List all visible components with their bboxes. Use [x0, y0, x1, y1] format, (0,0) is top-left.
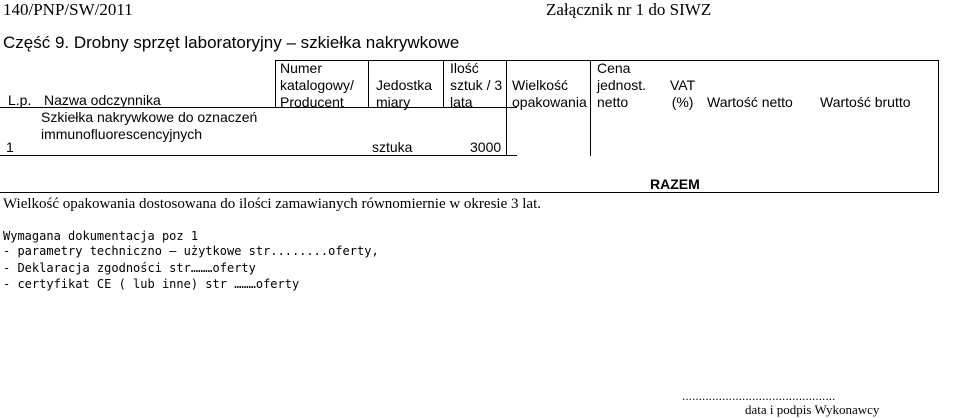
row-lp: 1	[6, 139, 14, 155]
table-line	[443, 60, 444, 108]
col-lp: L.p.	[8, 92, 32, 108]
documentation-title: Wymagana dokumentacja poz 1	[3, 229, 199, 243]
table-line	[275, 60, 276, 108]
section-title: Część 9. Drobny sprzęt laboratoryjny – szkiełka nakrywkowe	[3, 33, 460, 52]
table-line	[368, 60, 369, 108]
row-unit: sztuka	[372, 139, 413, 155]
total-label: RAZEM	[650, 176, 700, 192]
signature-label: data i podpis Wykonawcy	[745, 402, 880, 417]
signature-line: ..............................................	[682, 389, 836, 403]
row-name: Szkiełka nakrywkowe do oznaczeń immunofluorescencyjnych	[41, 109, 258, 142]
col-gross-value: Wartość brutto	[820, 94, 911, 110]
table-line	[938, 60, 939, 193]
table-line	[0, 155, 517, 156]
col-vat: VAT (%)	[670, 77, 696, 110]
row-quantity: 3000	[470, 139, 502, 155]
attachment-label: Załącznik nr 1 do SIWZ	[546, 0, 712, 19]
col-unit: Jedostka miary	[376, 77, 433, 110]
table-line	[0, 192, 938, 193]
table-line	[506, 60, 507, 156]
col-net-value: Wartość netto	[707, 94, 793, 110]
col-catalog: Numer katalogowy/ Producent	[280, 60, 354, 110]
col-unit-price: Cena jednost. netto	[597, 60, 647, 110]
document-reference-number: 140/PNP/SW/2011	[3, 0, 133, 19]
col-name: Nazwa odczynnika	[44, 92, 161, 108]
col-package-size: Wielkość opakowania	[512, 77, 587, 110]
list-item: - Deklaracja zgodności str………oferty	[3, 261, 256, 275]
list-item: - certyfikat CE ( lub inne) str ………oferty	[3, 277, 300, 291]
list-item: - parametry techniczno – użytkowe str........oferty,	[3, 244, 379, 258]
table-line	[590, 60, 591, 156]
col-quantity: Ilość sztuk / 3 lata	[450, 60, 503, 110]
packaging-note: Wielkość opakowania dostosowana do ilości zamawianych równomiernie w okresie 3 lat.	[3, 196, 541, 212]
